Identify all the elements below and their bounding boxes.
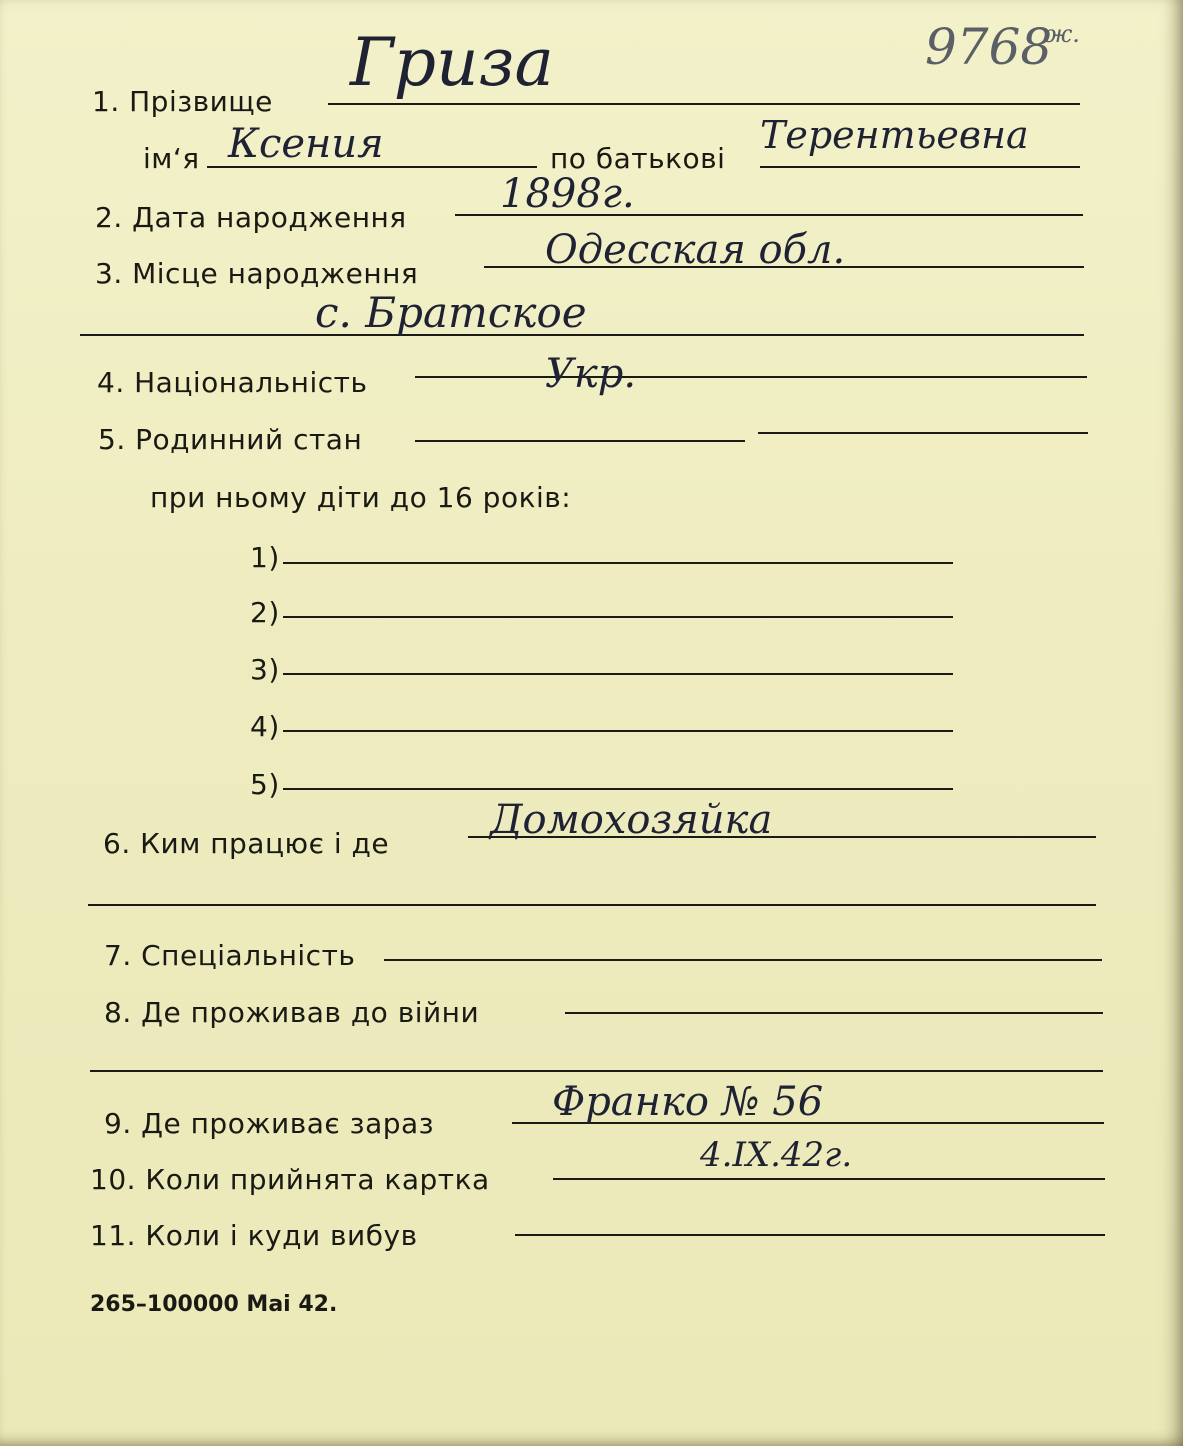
prewar-line-2 <box>90 1070 1103 1072</box>
print-footer: 265–100000 Mai 42. <box>90 1292 338 1317</box>
nationality-line <box>415 376 1087 378</box>
birth-place-value-1: Одесская обл. <box>545 227 846 273</box>
departed-label: 11. Коли і куди вибув <box>90 1219 418 1252</box>
accepted-label: 10. Коли прийнята картка <box>90 1163 490 1196</box>
work-line-2 <box>88 904 1096 906</box>
work-value: Домохозяйка <box>490 797 773 843</box>
departed-line <box>515 1234 1105 1236</box>
child-1-line <box>283 562 953 564</box>
patronymic-label: по батькові <box>550 142 726 175</box>
child-5-label: 5) <box>250 768 280 801</box>
child-2-line <box>283 616 953 618</box>
name-value: Ксения <box>228 121 384 167</box>
current-value: Франко № 56 <box>552 1079 824 1125</box>
child-4-line <box>283 730 953 732</box>
name-label: ім‘я <box>143 142 200 175</box>
child-3-line <box>283 673 953 675</box>
specialty-line <box>384 959 1102 961</box>
surname-line <box>328 103 1080 105</box>
card-number: 9768 <box>925 18 1053 76</box>
family-label: 5. Родинний стан <box>98 423 363 456</box>
prewar-label: 8. Де проживав до війни <box>104 996 480 1029</box>
patronymic-line <box>760 166 1080 168</box>
prewar-line-1 <box>565 1012 1103 1014</box>
child-2-label: 2) <box>250 596 280 629</box>
nationality-value: Укр. <box>545 351 637 397</box>
surname-label: 1. Прізвище <box>92 85 273 118</box>
work-label: 6. Ким працює і де <box>103 827 390 860</box>
birth-date-value: 1898г. <box>500 171 635 217</box>
surname-value: Гриза <box>350 24 554 101</box>
child-5-line <box>283 788 953 790</box>
accepted-value: 4.IX.42г. <box>700 1135 853 1175</box>
card-number-suffix: ж. <box>1045 20 1080 48</box>
nationality-label: 4. Національність <box>97 366 368 399</box>
birth-place-label: 3. Місце народження <box>95 257 419 290</box>
patronymic-value: Терентьевна <box>760 113 1029 157</box>
specialty-label: 7. Спеціальність <box>104 939 356 972</box>
accepted-line <box>553 1178 1105 1180</box>
children-label: при ньому діти до 16 років: <box>150 481 572 514</box>
family-line-1 <box>415 440 745 442</box>
child-3-label: 3) <box>250 653 280 686</box>
family-line-2 <box>758 432 1088 434</box>
child-4-label: 4) <box>250 710 280 743</box>
birth-place-value-2: с. Братское <box>315 288 587 337</box>
child-1-label: 1) <box>250 541 280 574</box>
current-label: 9. Де проживає зараз <box>104 1107 435 1140</box>
birth-date-label: 2. Дата народження <box>95 201 407 234</box>
